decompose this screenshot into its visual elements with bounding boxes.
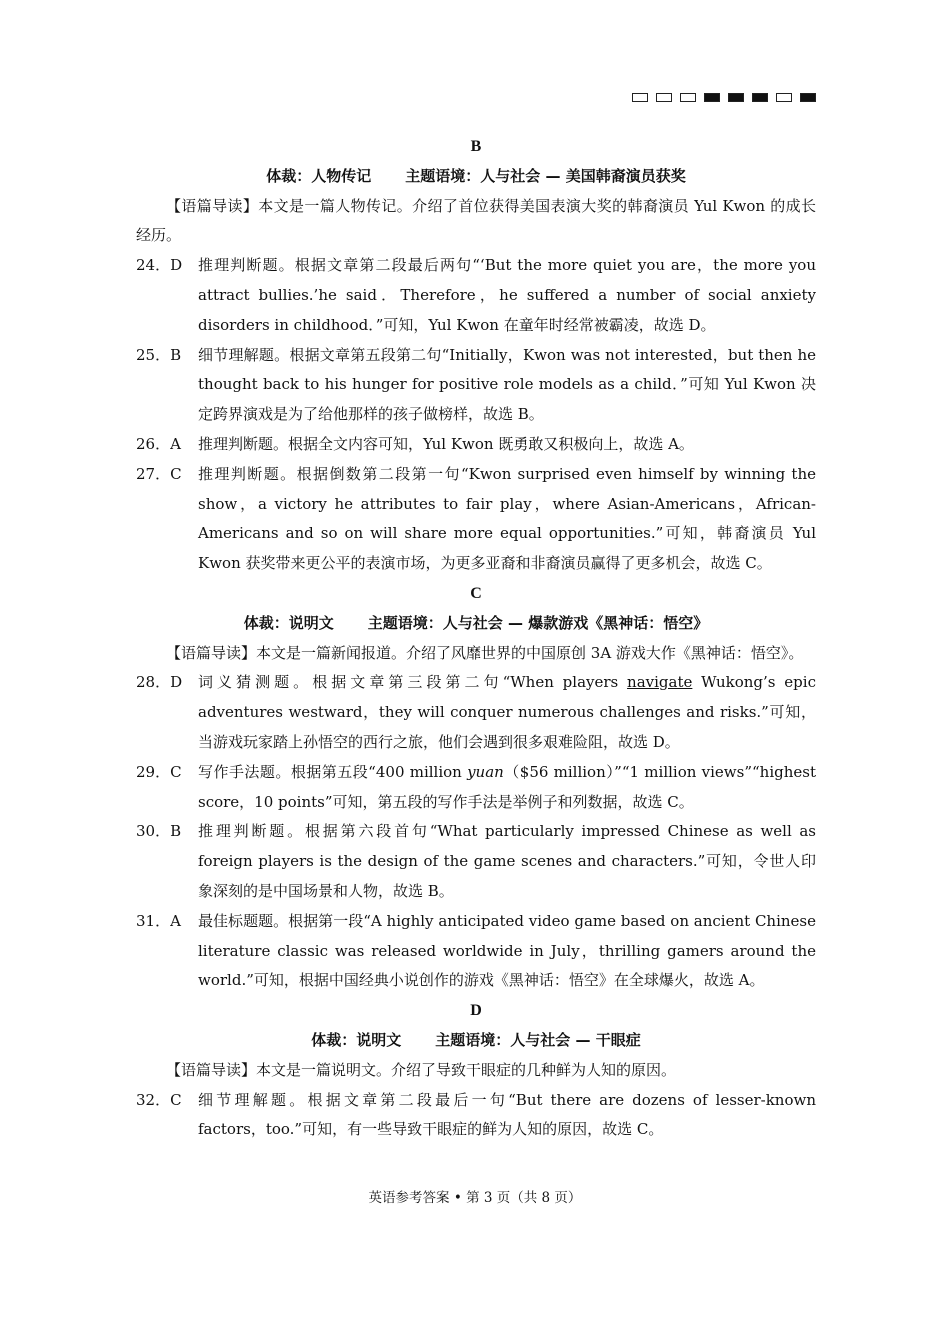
section-b-theme: 主题语境：人与社会 — 美国韩裔演员获奖 xyxy=(405,166,686,185)
italic-word: yuan xyxy=(467,762,504,781)
question-number: 25．B xyxy=(136,345,182,364)
explanation-part: 写作手法题。根据第五段“400 million xyxy=(198,762,468,781)
question-number: 24．D xyxy=(136,256,183,275)
section-b-genre: 体裁：人物传记 xyxy=(266,166,372,185)
question-28 xyxy=(136,668,816,757)
marker-square-empty xyxy=(656,93,672,102)
question-explanation: 最佳标题题。根据第一段“A highly anticipated video game based on ancient Chinese literature classic was released worldwide in July，thrilling gamers around the world.”可知，根据中国经典小说创作的游戏《黑神话：悟空》在全球爆火，故选 A。 xyxy=(198,911,816,990)
section-d-genre: 体裁：说明文 xyxy=(311,1030,402,1049)
explanation-part: Wukong’s epic adventures westward，they will conquer numerous challenges and risks.”可知，当游戏玩家踏上孙悟空的西行之旅，他们会遇到很多艰难险阻，故选 D。 xyxy=(198,673,816,751)
question-explanation: 推理判断题。根据全文内容可知，Yul Kwon 既勇敢又积极向上，故选 A。 xyxy=(198,434,694,453)
question-24 xyxy=(136,251,816,340)
question-30 xyxy=(136,817,816,906)
section-c-intro: 【语篇导读】本文是一篇新闻报道。介绍了风靡世界的中国原创 3A 游戏大作《黑神话：悟空》。 xyxy=(166,643,804,662)
question-explanation: 推理判断题。根据第六段首句“What particularly impressed Chinese as well as foreign players is the design of the game scenes and characters.”可知，令世人印象深刻的是中国场景和人物，故选 B。 xyxy=(198,822,816,900)
section-c-genre-line xyxy=(136,609,816,639)
section-c-heading: C xyxy=(470,584,482,602)
header-square-markers xyxy=(632,93,816,102)
question-number: 26．A xyxy=(136,434,181,453)
section-d-theme: 主题语境：人与社会 — 干眼症 xyxy=(435,1030,641,1049)
underlined-word: navigate xyxy=(627,673,693,692)
section-d-genre-line xyxy=(136,1026,816,1056)
question-explanation xyxy=(198,668,816,757)
marker-square-filled xyxy=(728,93,744,102)
answer-content xyxy=(136,132,816,1145)
question-explanation xyxy=(198,758,816,818)
question-explanation: 推理判断题。根据文章第二段最后两句“‘But the more quiet you are，the more you attract bullies.’he said．Therefore，he suffered a number of social anxiety disorders in childhood．”可知，Yul Kwon 在童年时经常被霸凌，故选 D。 xyxy=(198,256,816,334)
question-explanation: 细节理解题。根据文章第二段最后一句“But there are dozens of lesser-known factors，too.”可知，有一些导致干眼症的鲜为人知的原因，故选 C。 xyxy=(198,1090,816,1139)
question-31 xyxy=(136,907,816,996)
marker-square-filled xyxy=(704,93,720,102)
question-27 xyxy=(136,460,816,579)
question-29 xyxy=(136,758,816,818)
marker-square-empty xyxy=(680,93,696,102)
marker-square-empty xyxy=(776,93,792,102)
section-b-heading: B xyxy=(470,138,482,155)
section-b-genre-line xyxy=(136,162,816,192)
question-number: 28．D xyxy=(136,673,183,692)
marker-square-filled xyxy=(800,93,816,102)
section-b-intro: 【语篇导读】本文是一篇人物传记。介绍了首位获得美国表演大奖的韩裔演员 Yul Kwon 的成长经历。 xyxy=(136,196,816,245)
question-explanation: 细节理解题。根据文章第五段第二句“Initially，Kwon was not interested，but then he thought back to his hunger for positive role models as a child．”可知 Yul Kwon 决定跨界演戏是为了给他那样的孩子做榜样，故选 B。 xyxy=(198,345,816,424)
marker-square-filled xyxy=(752,93,768,102)
question-explanation: 推理判断题。根据倒数第二段第一句“Kwon surprised even himself by winning the show，a victory he attributes to fair play，where Asian-Americans，African-Americans and so on will share more equal opportunities.”可知，韩裔演员 Yul Kwon 获奖带来更公平的表演市场，为更多亚裔和非裔演员赢得了更多机会，故选 C。 xyxy=(198,464,816,573)
question-number: 29．C xyxy=(136,762,182,781)
page-footer: 英语参考答案 • 第 3 页（共 8 页） xyxy=(368,1190,582,1206)
section-c-theme: 主题语境：人与社会 — 爆款游戏《黑神话：悟空》 xyxy=(367,613,709,632)
section-d-intro: 【语篇导读】本文是一篇说明文。介绍了导致干眼症的几种鲜为人知的原因。 xyxy=(166,1060,677,1079)
section-c-genre: 体裁：说明文 xyxy=(243,613,334,632)
marker-square-empty xyxy=(632,93,648,102)
question-26 xyxy=(136,430,816,460)
question-number: 32．C xyxy=(136,1090,182,1109)
question-number: 30．B xyxy=(136,822,182,841)
question-number: 31．A xyxy=(136,911,181,930)
section-d-heading: D xyxy=(470,1002,482,1020)
explanation-part: （$56 million）”“1 million views”“highest score，10 points”可知，第五段的写作手法是举例子和列数据，故选 C。 xyxy=(198,762,816,811)
explanation-part: 词义猜测题。根据文章第三段第二句“When players xyxy=(198,673,628,692)
question-32 xyxy=(136,1086,816,1146)
question-number: 27．C xyxy=(136,464,182,483)
question-25 xyxy=(136,341,816,430)
